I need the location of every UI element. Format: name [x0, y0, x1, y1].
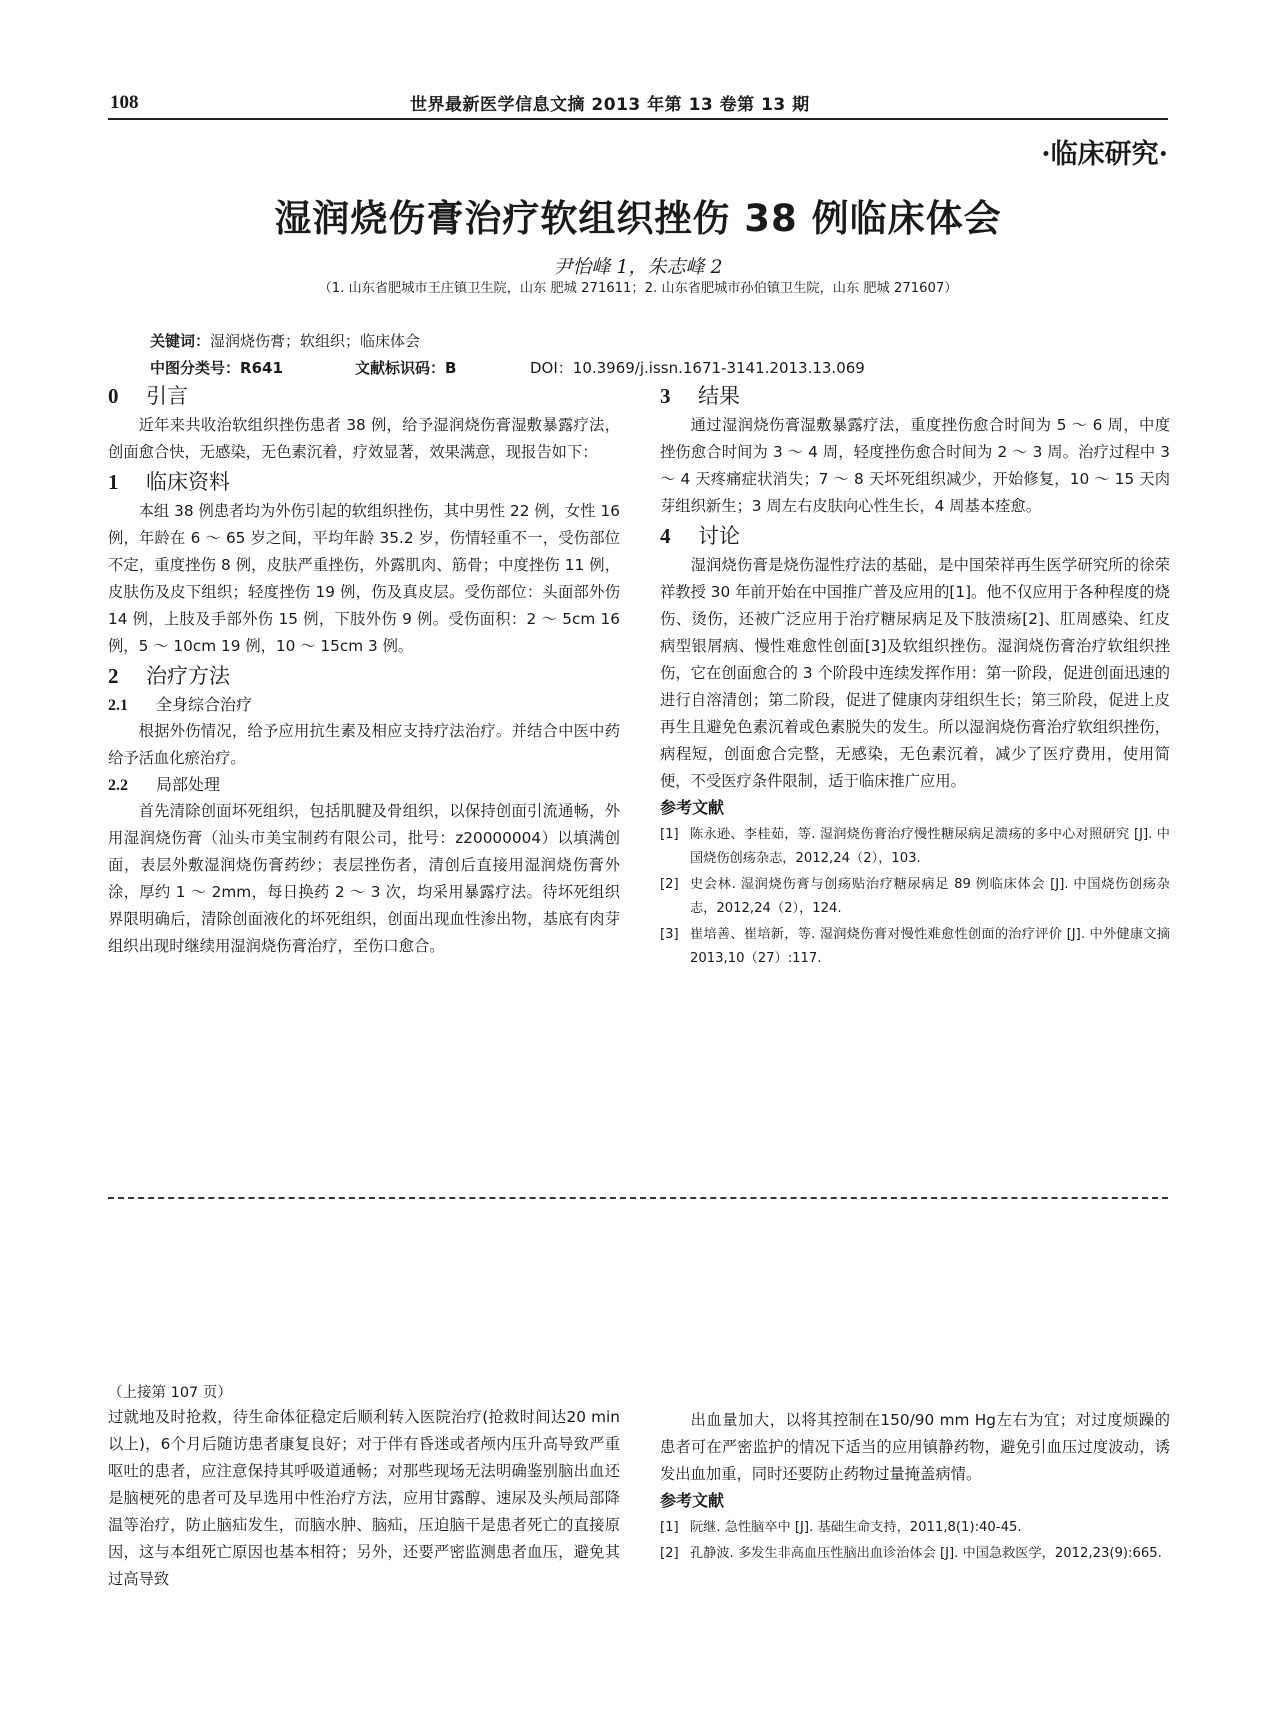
reference-item — [660, 823, 1170, 871]
reference-item — [660, 923, 1170, 971]
right-column — [660, 380, 1170, 971]
section-heading — [108, 466, 620, 498]
subsection-number: 2.2 — [108, 777, 128, 794]
article-authors: 尹怡峰 1，朱志峰 2 — [553, 256, 723, 278]
subsection-heading — [108, 692, 620, 718]
reference-number: [3] — [660, 927, 679, 942]
reference-text: 陈永逊、李桂茹，等. 湿润烧伤膏治疗慢性糖尿病足溃疡的多中心对照研究 [J]. 中国烧伤创疡杂志，2012,24（2），103. — [690, 827, 1170, 866]
clc-label: 中图分类号： — [150, 359, 241, 377]
paragraph: 过就地及时抢救，待生命体征稳定后顺利转入医院治疗(抢救时间达20 min以上)，6个月后随访患者康复良好；对于伴有昏迷或者颅内压升高导致严重呕吐的患者，应注意保持其呼吸道通畅；对那些现场无法明确鉴别脑出血还是脑梗死的患者可及早选用中性治疗方法，应用甘露醇、速尿及头颅局部降温等治疗，防止脑疝发生，而脑水肿、脑疝，压迫脑干是患者死亡的直接原因，这与本组死亡原因也基本相符；另外，还要严密监测患者血压，避免其过高导致 — [108, 1408, 620, 1588]
section-title: 讨论 — [698, 524, 740, 548]
section-heading — [660, 380, 1170, 412]
reference-text: 孔静波. 多发生非高血压性脑出血诊治体会 [J]. 中国急救医学，2012,23(9):665. — [690, 1546, 1162, 1561]
section-heading — [660, 520, 1170, 552]
article-title: 湿润烧伤膏治疗软组织挫伤 38 例临床体会 — [274, 197, 1002, 240]
section-title: 结果 — [698, 384, 740, 408]
section-tag: ·临床研究· — [1041, 139, 1168, 170]
paragraph: 出血量加大，以将其控制在150/90 mm Hg左右为宜；对过度烦躁的患者可在严密监护的情况下适当的应用镇静药物，避免引血压过度波动，诱发出血加重，同时还要防止药物过量掩盖病情。 — [660, 1411, 1170, 1483]
reference-item — [660, 873, 1170, 921]
keywords-value: 湿润烧伤膏；软组织；临床体会 — [210, 332, 421, 350]
subsection-title: 全身综合治疗 — [156, 695, 253, 714]
article-affiliation: （1. 山东省肥城市王庄镇卫生院，山东 肥城 271611；2. 山东省肥城市孙伯镇卫生院，山东 肥城 271607） — [318, 281, 958, 296]
keywords — [150, 330, 420, 351]
left-column — [108, 380, 620, 960]
subsection-number: 2.1 — [108, 697, 128, 714]
section-title: 临床资料 — [146, 470, 230, 494]
paragraph: 首先清除创面坏死组织，包括肌腱及骨组织，以保持创面引流通畅，外用湿润烧伤膏（汕头市美宝制药有限公司，批号：z20000004）以填满创面，表层外敷湿润烧伤膏药纱；表层挫伤者，清创后直接用湿润烧伤膏外涂，厚约 1 ～ 2mm，每日换药 2 ～ 3 次，均采用暴露疗法。待坏死组织界限明确后，清除创面液化的坏死组织，创面出现血性渗出物，基底有肉芽组织出现时继续用湿润烧伤膏治疗，至伤口愈合。 — [108, 802, 620, 955]
subsection-heading — [108, 772, 620, 798]
reference-number: [2] — [660, 1546, 679, 1561]
doi-label: DOI： — [530, 359, 573, 377]
reference-number: [1] — [660, 827, 679, 842]
section-heading — [108, 380, 620, 412]
references-heading: 参考文献 — [660, 1491, 725, 1510]
paragraph: 通过湿润烧伤膏湿敷暴露疗法，重度挫伤愈合时间为 5 ～ 6 周，中度挫伤愈合时间为 3 ～ 4 周，轻度挫伤愈合时间为 2 ～ 3 周。治疗过程中 3 ～ 4 天疼痛症状消失；7 ～ 8 天坏死组织减少，开始修复，10 ～ 15 天肉芽组织新生；3 周左右皮肤向心性生长，4 周基本痊愈。 — [660, 416, 1170, 515]
references-heading: 参考文献 — [660, 798, 725, 817]
keywords-label: 关键词： — [150, 332, 211, 350]
section-number: 4 — [660, 524, 671, 548]
subsection-title: 局部处理 — [156, 775, 221, 794]
reference-number: [1] — [660, 1520, 679, 1535]
header-rule — [108, 118, 1168, 120]
section-number: 1 — [108, 470, 119, 494]
reference-text: 史会林. 湿润烧伤膏与创疡贴治疗糖尿病足 89 例临床体会 [J]. 中国烧伤创疡杂志，2012,24（2），124. — [690, 877, 1170, 916]
journal-header: 世界最新医学信息文摘 2013 年第 13 卷第 13 期 — [410, 95, 810, 115]
continuation-left-column — [108, 1382, 620, 1593]
section-number: 0 — [108, 384, 119, 408]
paragraph: 根据外伤情况，给予应用抗生素及相应支持疗法治疗。并结合中医中药给予活血化瘀治疗。 — [108, 722, 620, 767]
paragraph: 本组 38 例患者均为外伤引起的软组织挫伤，其中男性 22 例，女性 16 例，年龄在 6 ～ 65 岁之间，平均年龄 35.2 岁，伤情轻重不一，受伤部位不定，重度挫伤 8 例，皮肤严重挫伤，外露肌肉、筋骨；中度挫伤 11 例，皮肤伤及皮下组织；轻度挫伤 19 例，伤及真皮层。受伤部位：头面部外伤 14 例，上肢及手部外伤 15 例，下肢外伤 9 例。受伤面积：2 ～ 5cm 16 例，5 ～ 10cm 19 例，10 ～ 15cm 3 例。 — [108, 502, 620, 655]
section-title: 引言 — [146, 384, 188, 408]
dashed-divider — [108, 1197, 1168, 1199]
reference-item — [660, 1516, 1170, 1540]
doc-code-label: 文献标识码： — [355, 359, 446, 377]
paragraph: 近年来共收治软组织挫伤患者 38 例，给予湿润烧伤膏湿敷暴露疗法，创面愈合快，无感染，无色素沉着，疗效显著，效果满意，现报告如下： — [108, 416, 620, 461]
page-number: 108 — [110, 92, 139, 113]
reference-text: 崔培善、崔培新，等. 湿润烧伤膏对慢性难愈性创面的治疗评价 [J]. 中外健康文摘 2013,10（27）:117. — [690, 927, 1170, 966]
doi-value: 10.3969/j.issn.1671-3141.2013.13.069 — [572, 359, 865, 377]
continuation-label: （上接第 107 页） — [108, 1385, 232, 1401]
section-number: 2 — [108, 664, 119, 688]
reference-text: 阮继. 急性脑卒中 [J]. 基础生命支持，2011,8(1):40-45. — [690, 1520, 1022, 1535]
doc-code-value: B — [445, 359, 457, 377]
section-heading — [108, 660, 620, 692]
classification-line — [150, 357, 1150, 378]
reference-number: [2] — [660, 877, 679, 892]
section-number: 3 — [660, 384, 671, 408]
paragraph: 湿润烧伤膏是烧伤湿性疗法的基础，是中国荣祥再生医学研究所的徐荣祥教授 30 年前开始在中国推广普及应用的[1]。他不仅应用于各种程度的烧伤、烫伤，还被广泛应用于治疗糖尿病足及下肢溃疡[2]、肛周感染、红皮病型银屑病、慢性难愈性创面[3]及软组织挫伤。湿润烧伤膏治疗软组织挫伤，它在创面愈合的 3 个阶段中连续发挥作用：第一阶段，促进创面迅速的进行自溶清创；第二阶段，促进了健康肉芽组织生长；第三阶段，促进上皮再生且避免色素沉着或色素脱失的发生。所以湿润烧伤膏治疗软组织挫伤，病程短，创面愈合完整，无感染，无色素沉着，减少了医疗费用，使用简便，不受医疗条件限制，适于临床推广应用。 — [660, 556, 1170, 790]
clc-value: R641 — [240, 359, 283, 377]
section-title: 治疗方法 — [146, 664, 230, 688]
continuation-right-column — [660, 1407, 1170, 1566]
reference-item — [660, 1542, 1170, 1566]
